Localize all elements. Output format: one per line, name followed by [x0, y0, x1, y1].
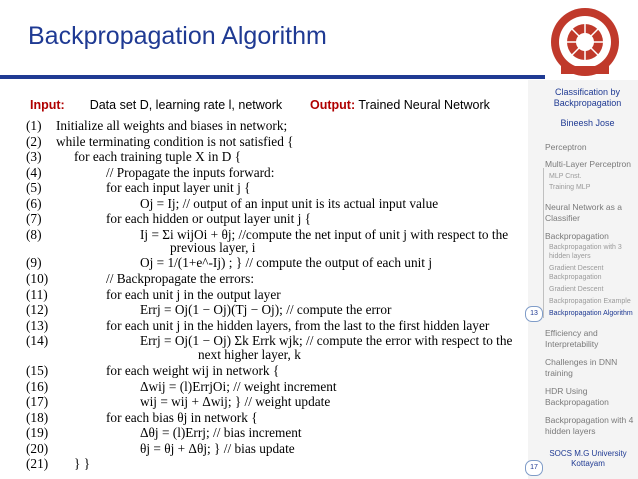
sidebar-subitem-gd[interactable]: Gradient Descent	[549, 286, 604, 293]
sidebar-author: Bineesh Jose	[560, 118, 615, 128]
sidebar-item-backpropagation[interactable]: Backpropagation	[545, 231, 609, 241]
output-label: Output:	[310, 98, 356, 112]
input-line	[30, 98, 282, 112]
sidebar-item-dnn-challenges[interactable]: Challenges in DNN training	[545, 357, 618, 378]
sidebar-subitem-bp-3-hidden[interactable]: Backpropagation with 3 hidden layers	[549, 244, 622, 260]
sidebar-subitem-mlp-cnst[interactable]: MLP Cnst.	[549, 173, 582, 180]
sidebar-item-efficiency[interactable]: Efficiency and Interpretability	[545, 328, 599, 349]
page-number-badge: 17	[525, 460, 543, 476]
sidebar-subitem-bp-algorithm[interactable]: Backpropagation Algorithm	[549, 310, 633, 317]
sidebar-item-perceptron[interactable]: Perceptron	[545, 142, 587, 152]
input-label: Input:	[30, 98, 65, 112]
section-number-badge: 13	[525, 306, 543, 322]
sidebar-heading[interactable]: Classification by Backpropagation	[553, 87, 622, 108]
sidebar-item-bp-4-hidden[interactable]: Backpropagation with 4 hidden layers	[545, 415, 634, 436]
sidebar-subitem-training-mlp[interactable]: Training MLP	[549, 184, 591, 191]
sidebar-item-mlp[interactable]: Multi-Layer Perceptron	[545, 159, 631, 169]
sidebar-item-nn-classifier[interactable]: Neural Network as a Classifier	[545, 202, 623, 223]
sidebar-subitem-gd-bp[interactable]: Gradient Descent Backpropagation	[549, 265, 604, 281]
output-text: Trained Neural Network	[358, 98, 490, 112]
university-logo	[543, 4, 627, 80]
institution-footer: SOCS M.G University Kottayam	[549, 449, 627, 468]
sidebar-divider	[543, 168, 544, 318]
input-text: Data set D, learning rate l, network	[89, 98, 283, 112]
sidebar-subitem-bp-example[interactable]: Backpropagation Example	[549, 298, 631, 305]
sidebar-item-hdr[interactable]: HDR Using Backpropagation	[545, 386, 609, 407]
slide-title: Backpropagation Algorithm	[28, 22, 327, 50]
title-divider	[0, 75, 545, 79]
output-line	[310, 98, 490, 112]
